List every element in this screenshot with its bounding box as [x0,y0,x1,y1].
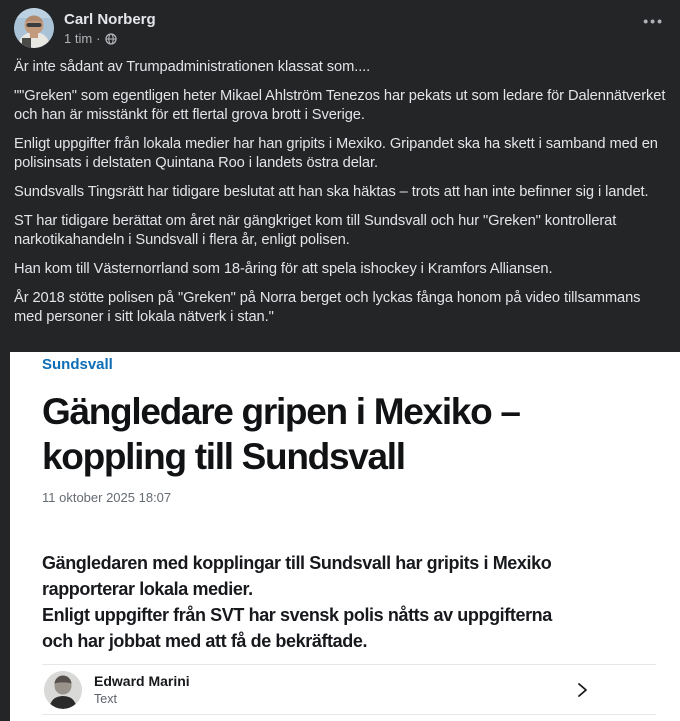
post-author-name[interactable]: Carl Norberg [64,10,156,28]
article-preview-card[interactable] [10,352,680,721]
article-headline: Gängledare gripen i Mexiko – koppling till Sundsvall [42,391,520,477]
article-lead-line: Gängledaren med kopplingar till Sundsvall har gripits i Mexiko rapporterar lokala medier. [42,553,552,599]
article-lead-line: Enligt uppgifter från SVT har svensk polis nåtts av uppgifterna och har jobbat med att få de bekräftade. [42,605,552,651]
author-avatar [44,671,82,709]
author-name: Edward Marini [94,673,190,689]
post-subline [64,30,156,47]
post-header-meta [64,10,156,47]
profile-photo[interactable] [14,8,54,48]
post-paragraph: Är inte sådant av Trumpadministrationen klassat som.... [14,59,371,75]
profile-photo-image [14,8,54,48]
facebook-post [0,0,680,352]
post-paragraph: ""Greken" som egentligen heter Mikael Ahlström Tenezos har pekats ut som ledare för Dalennätverket och han är misstänkt för ett flertal grova brott i Sverige. [14,88,666,123]
article-publish-date: 11 oktober 2025 18:07 [42,490,172,505]
post-timestamp[interactable]: 1 tim [64,30,93,46]
post-paragraph: År 2018 stötte polisen på "Greken" på Norra berget och lyckas fånga honom på video tillsammans med personer i sitt lokala nätverk i stan." [14,290,641,325]
post-body [0,52,680,327]
article-section-label[interactable]: Sundsvall [42,356,113,373]
chevron-right-icon[interactable] [575,682,589,698]
globe-icon [105,32,117,44]
post-paragraph: ST har tidigare berättat om året när gängkriget kom till Sundsvall och hur "Greken" kontrollerat narkotikahandeln i Sundsvall i flera år, enligt polisen. [14,213,617,248]
post-paragraph: Sundsvalls Tingsrätt har tidigare beslutat att han ska häktas – trots att han inte befinner sig i landet. [14,184,649,200]
post-header [0,0,680,52]
dot-separator: · [96,30,101,46]
article-byline-row[interactable] [42,665,656,714]
author-role: Text [94,692,117,706]
post-paragraph: Enligt uppgifter från lokala medier har han gripits i Mexiko. Gripandet ska ha skett i samband med en polisinsats i delstaten Quintana Roo i landets östra delar. [14,136,658,171]
divider [42,714,656,715]
post-menu-icon[interactable]: ••• [643,13,664,29]
post-paragraph: Han kom till Västernorrland som 18-åring för att spela ishockey i Kramfors Alliansen. [14,261,553,277]
article-lead [42,550,577,654]
author-meta [94,672,190,707]
